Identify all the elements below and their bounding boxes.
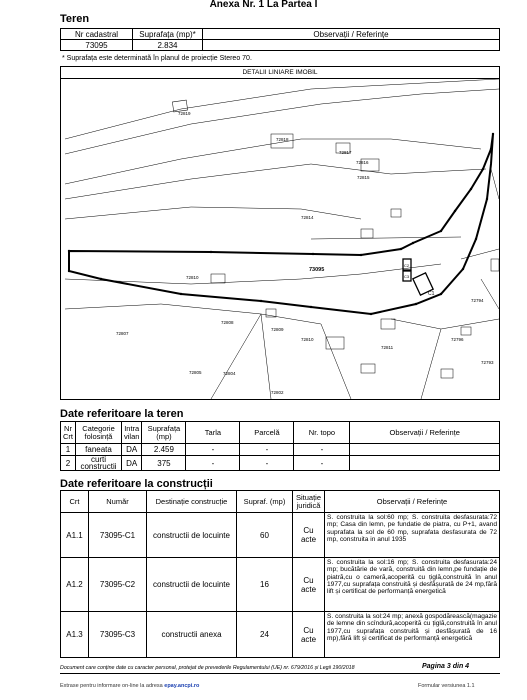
nr-cadastral-value: 73095 <box>61 40 133 51</box>
neighbor-label: 72805 <box>189 370 202 375</box>
building-label-c2: C2 <box>404 263 410 268</box>
table-row <box>61 513 500 558</box>
neighbor-lines <box>65 79 499 399</box>
neighbor-label: 72810 <box>301 337 314 342</box>
cell: curti constructii <box>76 456 122 471</box>
cell: - <box>240 444 294 456</box>
ref-teren-heading: Date referitoare la teren <box>60 408 184 420</box>
cell: - <box>186 444 240 456</box>
table-row <box>61 444 500 456</box>
extract-link[interactable]: epay.ancpi.ro <box>164 683 200 689</box>
cell: A1.1 <box>61 513 89 558</box>
cell: DA <box>122 444 142 456</box>
header-categorie: Categorie folosință <box>76 422 122 444</box>
cell: 73095-C1 <box>89 513 147 558</box>
header-crt: Crt <box>61 491 89 513</box>
cell: - <box>240 456 294 471</box>
cell: 16 <box>237 558 293 612</box>
cell: constructii de locuinte <box>147 558 237 612</box>
page-number: Pagina 3 din 4 <box>422 663 470 670</box>
cadastral-map <box>60 66 500 400</box>
header-parcela: Parcelă <box>240 422 294 444</box>
neighbor-label: 72802 <box>271 390 284 395</box>
header-destinatie: Destinație construcție <box>147 491 237 513</box>
teren-heading: Teren <box>60 13 90 25</box>
cell: constructii anexa <box>147 612 237 658</box>
parcel-boundary <box>69 134 493 314</box>
cell: A1.2 <box>61 558 89 612</box>
header-situatie: Situație juridică <box>293 491 325 513</box>
building-label-c3: C3 <box>404 274 410 279</box>
document-title: Anexa Nr. 1 La Partea I <box>209 0 318 10</box>
neighbor-label: 72816 <box>356 160 369 165</box>
table-row <box>61 456 500 471</box>
neighbor-label: 72804 <box>223 371 236 376</box>
cell: DA <box>122 456 142 471</box>
cell: 2.459 <box>142 444 186 456</box>
neighbor-label: 72815 <box>357 175 370 180</box>
ref-constr-heading: Date referitoare la construcții <box>60 478 213 490</box>
observatii-value <box>203 40 500 51</box>
cell: S. construita la sol:24 mp; anexă gospodărească(magazie de lemne din scîndură,acoperită cu țiglă,construită în anul 1977,cu suprafața construită și desfășurată de 16 mp),fără lift și certificat de performanță energetică <box>325 612 500 658</box>
header-tarla: Tarla <box>186 422 240 444</box>
neighbor-label: 72811 <box>381 345 394 350</box>
extract-text: Extrase pentru informare on-line la adresa <box>60 683 163 689</box>
cell: S. construita la sol:16 mp; S. construita desfasurata:24 mp; bucătărie de vară, construită din lemn,pe fundație de piatră,cu o cameră,acoperită cu țiglă,construită în anul 1977,cu suprafața construită și desfășurată de 24 mp,fără lift și certificat de performanță energetică <box>325 558 500 612</box>
extract-info <box>60 683 199 689</box>
cell: A1.3 <box>61 612 89 658</box>
legal-notice: Document care conține date cu caracter personal, protejat de prevederile Regulamentului (UE) nr. 679/2016 și Legii 190/2018 <box>60 665 355 671</box>
cell: 60 <box>237 513 293 558</box>
cell <box>350 444 500 456</box>
header-suprafata: Suprafața (mp)* <box>133 29 203 40</box>
table-row <box>61 612 500 658</box>
neighbor-label: 72809 <box>271 327 284 332</box>
header-suprafata: Suprafața (mp) <box>142 422 186 444</box>
cell: 73095-C3 <box>89 612 147 658</box>
neighbor-label: 72796 <box>451 337 464 342</box>
teren-table <box>60 28 500 51</box>
map-header: DETALII LINIARE IMOBIL <box>61 67 499 79</box>
neighbor-label: 72807 <box>116 331 129 336</box>
cell: Cu acte <box>293 558 325 612</box>
table-row <box>61 558 500 612</box>
header-intravilan: Intra vilan <box>122 422 142 444</box>
header-observatii: Observații / Referințe <box>325 491 500 513</box>
cell: 375 <box>142 456 186 471</box>
neighbor-label: 72819 <box>178 111 191 116</box>
header-nr-cadastral: Nr cadastral <box>61 29 133 40</box>
neighbor-label: 72817 <box>339 150 352 155</box>
header-observatii: Observații / Referințe <box>350 422 500 444</box>
cell: 24 <box>237 612 293 658</box>
neighbor-buildings <box>172 100 499 378</box>
cell: 73095-C2 <box>89 558 147 612</box>
cell: 2 <box>61 456 76 471</box>
building-label-c1: C1 <box>428 291 435 297</box>
neighbor-label: 72794 <box>471 298 484 303</box>
header-numar: Număr <box>89 491 147 513</box>
header-suprafata: Supraf. (mp) <box>237 491 293 513</box>
header-nr-topo: Nr. topo <box>294 422 350 444</box>
header-observatii: Observații / Referințe <box>203 29 500 40</box>
header-nr-crt: Nr Crt <box>61 422 76 444</box>
neighbor-label: 72808 <box>221 320 234 325</box>
map-drawing <box>61 79 499 399</box>
cell: - <box>294 456 350 471</box>
cell: - <box>294 444 350 456</box>
cell <box>350 456 500 471</box>
neighbor-label: 72818 <box>276 137 289 142</box>
form-version: Formular versiunea 1.1 <box>418 683 475 689</box>
footer-divider <box>60 673 500 674</box>
cell: faneata <box>76 444 122 456</box>
surface-note: * Suprafața este determinată în planul de proiecție Stereo 70. <box>62 55 252 62</box>
suprafata-value: 2.834 <box>133 40 203 51</box>
cell: 1 <box>61 444 76 456</box>
cell: Cu acte <box>293 612 325 658</box>
cell: Cu acte <box>293 513 325 558</box>
boundary-points <box>68 133 494 315</box>
neighbor-label: 72810 <box>186 275 199 280</box>
ref-constructii-table <box>60 490 500 658</box>
cell: - <box>186 456 240 471</box>
ref-teren-table <box>60 421 500 471</box>
cell: S. construita la sol:60 mp; S. construita desfasurata:72 mp; Casa din lemn, pe fundatie de piatra, cu P+1, avand suprafata la sol de 60 mp, suprafata desfasurata de 72 mp, construita in anul 1935 <box>325 513 500 558</box>
neighbor-label: 72793 <box>481 360 494 365</box>
parcel-label: 73095 <box>309 267 325 273</box>
cell: constructii de locuinte <box>147 513 237 558</box>
neighbor-label: 72814 <box>301 215 314 220</box>
